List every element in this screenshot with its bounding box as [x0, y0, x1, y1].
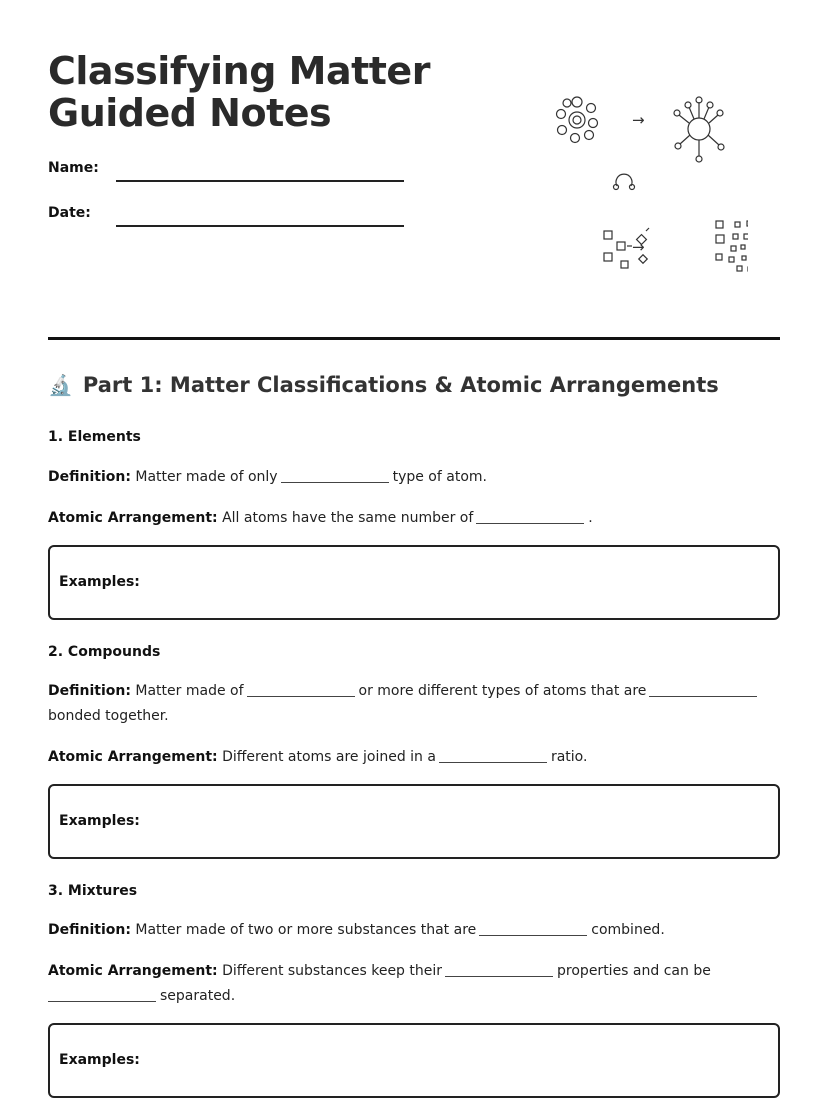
mixtures-title: 3. Mixtures [48, 883, 138, 899]
fill-in-blank[interactable] [48, 987, 156, 1002]
atom-cluster-icon [557, 97, 598, 143]
bond-loop-icon [614, 174, 635, 189]
mixtures-definition: Definition: Matter made of two or more substances that are combined. [48, 922, 665, 938]
fill-in-blank[interactable] [649, 682, 757, 697]
part1-heading: 🔬 Part 1: Matter Classifications & Atomic Arrangements [48, 373, 719, 397]
fill-in-blank[interactable] [479, 921, 587, 936]
fill-in-blank[interactable] [247, 682, 355, 697]
fill-in-blank[interactable] [445, 962, 553, 977]
fill-in-blank[interactable] [439, 748, 547, 763]
elements-definition: Definition: Matter made of only type of atom. [48, 469, 487, 485]
name-input-line[interactable] [116, 180, 404, 182]
microscope-icon: 🔬 [48, 373, 73, 397]
name-label: Name: [48, 160, 99, 176]
elements-examples-box[interactable] [48, 545, 780, 620]
page-title: Classifying Matter Guided Notes [48, 49, 430, 135]
fill-in-blank[interactable] [281, 468, 389, 483]
arrow-right-icon: → [632, 111, 645, 129]
elements-arrangement: Atomic Arrangement: All atoms have the same number of . [48, 510, 593, 526]
compounds-arrangement: Atomic Arrangement: Different atoms are joined in a ratio. [48, 749, 588, 765]
examples-label: Examples: [59, 574, 140, 590]
mixtures-arrangement: Atomic Arrangement: Different substances keep their properties and can be separated. [48, 963, 711, 1004]
molecule-structure-icon [674, 97, 724, 162]
date-input-line[interactable] [116, 225, 404, 227]
matter-particles-illustration [548, 90, 748, 290]
examples-label: Examples: [59, 1052, 140, 1068]
arrow-right-icon: → [632, 238, 645, 256]
section-divider [48, 337, 780, 340]
fill-in-blank[interactable] [476, 509, 584, 524]
mixtures-examples-box[interactable] [48, 1023, 780, 1098]
compounds-definition: Definition: Matter made of or more different types of atoms that are bonded together. [48, 679, 780, 729]
scattered-particles-icon [716, 221, 748, 282]
compounds-title: 2. Compounds [48, 644, 161, 660]
compounds-examples-box[interactable] [48, 784, 780, 859]
examples-label: Examples: [59, 813, 140, 829]
date-label: Date: [48, 205, 91, 221]
elements-title: 1. Elements [48, 429, 141, 445]
